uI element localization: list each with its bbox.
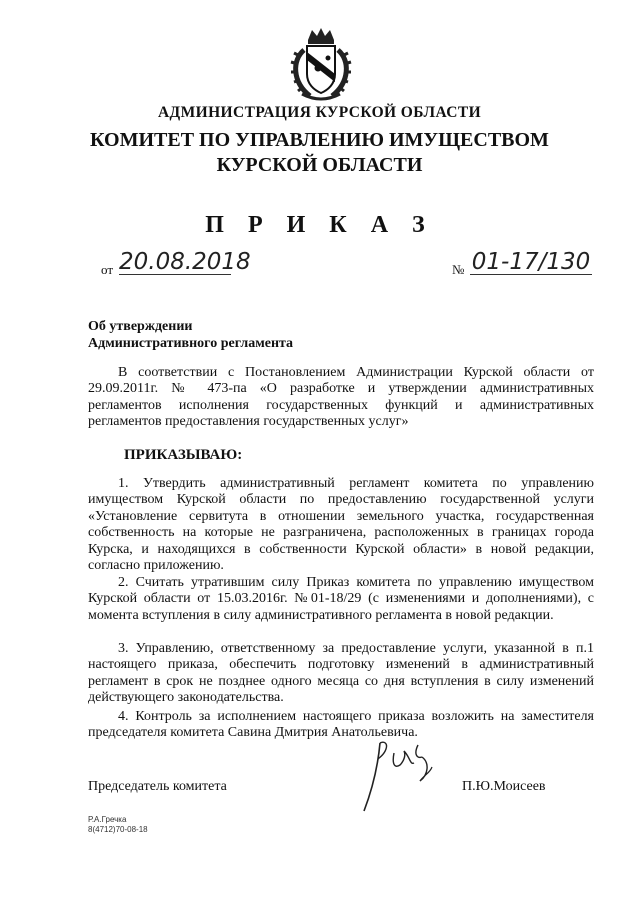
date-label: от (101, 262, 114, 277)
order-item-4: 4. Контроль за исполнением настоящего приказа возложить на заместителя председателя комитета Савина Дмитрия Анатольевича. (88, 709, 594, 741)
number-value: 01-17/130 (471, 249, 591, 275)
executor-phone: 8(4712)70-08-18 (88, 825, 148, 834)
order-item-1: 1. Утвердить административный регламент комитета по управлению имуществом Курской области по предоставлению государственной услуги «Установление сервитута в отношении земельного участка, государственная собственность на которые не разграничена, расположенных в границах города Курска, и находящихся в собственности Курской области» в новой редакции, согласно приложению. (88, 476, 594, 574)
subject-line1: Об утверждении (88, 319, 193, 334)
preamble-paragraph: В соответствии с Постановлением Администрации Курской области от 29.09.2011г. № 473-па «О разработке и утверждении административных регламентов исполнения государственных функций и административных регламентов предоставления государственных услуг» (88, 365, 594, 430)
committee-name-line1: КОМИТЕТ ПО УПРАВЛЕНИЮ ИМУЩЕСТВОМ (90, 129, 549, 151)
signatory-name: П.Ю.Моисеев (462, 779, 546, 794)
subject-line2: Административного регламента (88, 336, 294, 351)
handwritten-signature-icon (350, 735, 465, 815)
executor-info (88, 815, 148, 835)
coat-of-arms-icon (288, 26, 354, 102)
order-heading: ПРИКАЗЫВАЮ: (124, 447, 243, 463)
signatory-title: Председатель комитета (88, 779, 227, 794)
executor-name: Р.А.Гречка (88, 815, 127, 824)
order-item-3: 3. Управлению, ответственному за предоставление услуги, указанной в п.1 настоящего приказа, обеспечить подготовку изменений в административный регламент в срок не позднее одного месяца со дня вступления в силу изменений действующего законодательства. (88, 641, 594, 706)
document-title: П Р И К А З (205, 212, 434, 238)
committee-name-line2: КУРСКОЙ ОБЛАСТИ (216, 154, 423, 176)
number-label: № (452, 262, 465, 277)
order-item-2: 2. Считать утратившим силу Приказ комитета по управлению имуществом Курской области от 15.03.2016г. №01-18/29 (с изменениями и дополнениями), с момента вступления в силу административного регламента в новой редакции. (88, 575, 594, 623)
date-value: 20.08.2018 (119, 249, 251, 275)
administration-name: АДМИНИСТРАЦИЯ КУРСКОЙ ОБЛАСТИ (157, 104, 482, 121)
document-subject (88, 318, 293, 352)
